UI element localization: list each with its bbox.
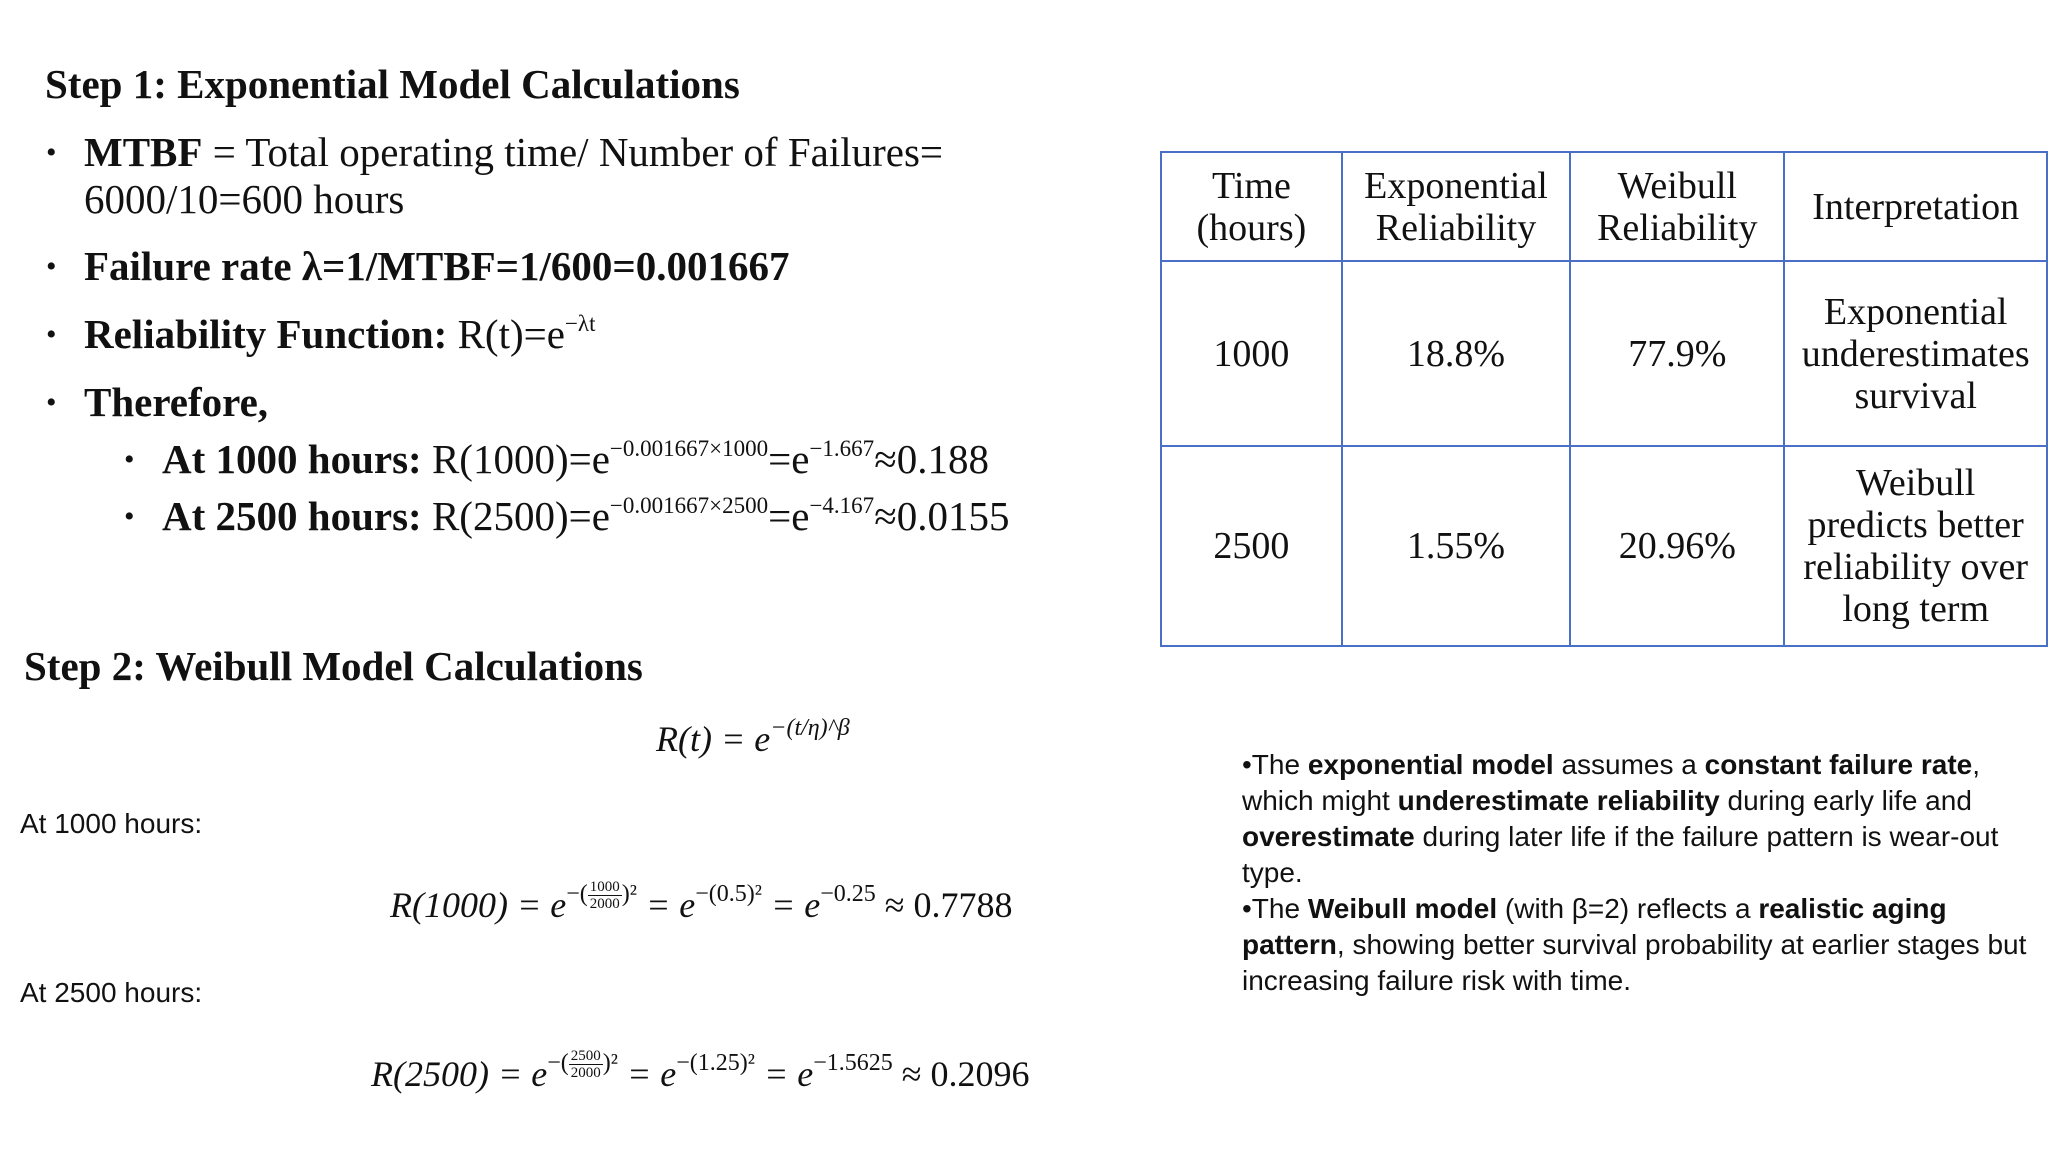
reliability-comparison-table	[1160, 151, 2048, 647]
at1000-base: R(1000)=e	[421, 436, 610, 482]
bullet-dot-icon: •	[124, 443, 135, 476]
bullet-failure-rate	[46, 243, 790, 290]
eq2-mid1: = e	[617, 1054, 677, 1094]
mtbf-text: = Total operating time/ Number of Failures=	[202, 129, 944, 175]
eq1-result: ≈ 0.7788	[875, 885, 1013, 925]
bullet-at-1000	[124, 436, 989, 489]
note-bold: Weibull model	[1307, 893, 1498, 924]
table-row	[1161, 261, 2047, 446]
reliability-base: R(t)=e	[447, 311, 565, 357]
note-text: (with β=2) reflects a	[1497, 893, 1759, 924]
note-bold: overestimate	[1242, 821, 1415, 852]
note-bold: exponential model	[1307, 749, 1554, 780]
at2500-result: ≈0.0155	[874, 493, 1010, 539]
note-text: , showing better survival probability at earlier stages but increasing failure risk with time.	[1242, 929, 2027, 996]
at1000-result: ≈0.188	[874, 436, 989, 482]
header-time: Time (hours)	[1161, 152, 1342, 261]
cell-exponential: 1.55%	[1342, 446, 1570, 646]
eq1-den: 2000	[589, 895, 620, 912]
bullet-dot-icon: •	[124, 500, 135, 533]
bullet-dot-icon: •	[46, 136, 57, 169]
note-exponential	[1242, 747, 2042, 891]
bullet-dot-icon: •	[46, 386, 57, 419]
at2500-hours-label: At 2500 hours:	[20, 977, 203, 1008]
eq2-exp1	[547, 1047, 618, 1081]
note-bold: realistic aging pattern	[1242, 893, 1947, 960]
note-bold: constant failure rate	[1704, 749, 1973, 780]
table-row	[1161, 446, 2047, 646]
formula-exp: −(t/η)^β	[770, 715, 850, 741]
note-bold: underestimate reliability	[1397, 785, 1720, 816]
weibull-eq-1000	[390, 878, 1013, 928]
eq1-exp1	[566, 878, 637, 912]
note-weibull	[1242, 891, 2042, 999]
eq2-lhs: R(2500) = e	[371, 1054, 548, 1094]
at1000-label: At 1000 hours:	[162, 436, 422, 482]
bullet-dot-icon: •	[46, 318, 57, 351]
at1000-exp1: −0.001667×1000	[609, 436, 769, 461]
step1-title: Step 1: Exponential Model Calculations	[45, 61, 740, 107]
eq1-mid2: = e	[761, 885, 821, 925]
note-text: assumes a	[1553, 749, 1705, 780]
note-text: •The	[1242, 749, 1308, 780]
eq1-mid1: = e	[636, 885, 696, 925]
at2500-exp1: −0.001667×2500	[609, 493, 769, 518]
eq2-exp3: −1.5625	[813, 1050, 893, 1076]
eq1-exp1-post: )²	[621, 881, 637, 907]
weibull-formula	[656, 715, 850, 760]
header-interpretation: Interpretation	[1784, 152, 2047, 261]
eq1-fraction	[588, 879, 622, 912]
cell-exponential: 18.8%	[1342, 261, 1570, 446]
cell-interpretation: Exponential underestimates survival	[1784, 261, 2047, 446]
eq2-mid2: = e	[754, 1054, 814, 1094]
eq1-exp2: −(0.5)²	[695, 881, 762, 907]
eq2-exp2: −(1.25)²	[676, 1050, 755, 1076]
note-text: during early life and	[1719, 785, 1972, 816]
table-header-row	[1161, 152, 2047, 261]
bullet-dot-icon: •	[46, 250, 57, 283]
eq1-exp3: −0.25	[820, 881, 876, 907]
interpretation-notes	[1242, 747, 2042, 999]
reliability-exp: −λt	[564, 311, 596, 336]
at2500-base: R(2500)=e	[421, 493, 610, 539]
header-exponential: Exponential Reliability	[1342, 152, 1570, 261]
reliability-label: Reliability Function:	[84, 311, 448, 357]
eq2-num: 2500	[570, 1047, 601, 1064]
step2-title: Step 2: Weibull Model Calculations	[24, 643, 643, 689]
note-text: during later life if the failure pattern is wear-out type.	[1242, 821, 1999, 888]
formula-lhs: R(t) = e	[656, 719, 771, 759]
eq2-exp1-pre: −(	[547, 1050, 569, 1076]
at2500-mid: =e	[768, 493, 810, 539]
eq2-exp1-post: )²	[602, 1050, 618, 1076]
bullet-mtbf	[46, 129, 944, 223]
eq2-result: ≈ 0.2096	[892, 1054, 1030, 1094]
at1000-hours-label: At 1000 hours:	[20, 808, 203, 839]
cell-time: 1000	[1161, 261, 1342, 446]
at2500-exp2: −4.167	[809, 493, 875, 518]
mtbf-text2: 6000/10=600 hours	[84, 176, 405, 222]
eq1-lhs: R(1000) = e	[390, 885, 567, 925]
cell-interpretation: Weibull predicts better reliability over long term	[1784, 446, 2047, 646]
bullet-at-2500	[124, 493, 1010, 546]
bullet-therefore	[46, 379, 269, 426]
cell-weibull: 20.96%	[1570, 446, 1784, 646]
therefore-text: Therefore,	[84, 379, 269, 425]
bullet-reliability-function	[46, 311, 596, 364]
note-text: •The	[1242, 893, 1308, 924]
weibull-eq-2500	[371, 1047, 1030, 1097]
cell-weibull: 77.9%	[1570, 261, 1784, 446]
mtbf-label: MTBF	[84, 129, 203, 175]
at2500-label: At 2500 hours:	[162, 493, 422, 539]
eq2-fraction	[569, 1048, 603, 1081]
at1000-mid: =e	[768, 436, 810, 482]
eq1-num: 1000	[589, 878, 620, 895]
cell-time: 2500	[1161, 446, 1342, 646]
failure-rate-text: Failure rate λ=1/MTBF=1/600=0.001667	[84, 243, 790, 289]
eq1-exp1-pre: −(	[566, 881, 588, 907]
at1000-exp2: −1.667	[809, 436, 875, 461]
eq2-den: 2000	[570, 1064, 601, 1081]
note-text: , which might	[1242, 749, 1981, 816]
header-weibull: Weibull Reliability	[1570, 152, 1784, 261]
